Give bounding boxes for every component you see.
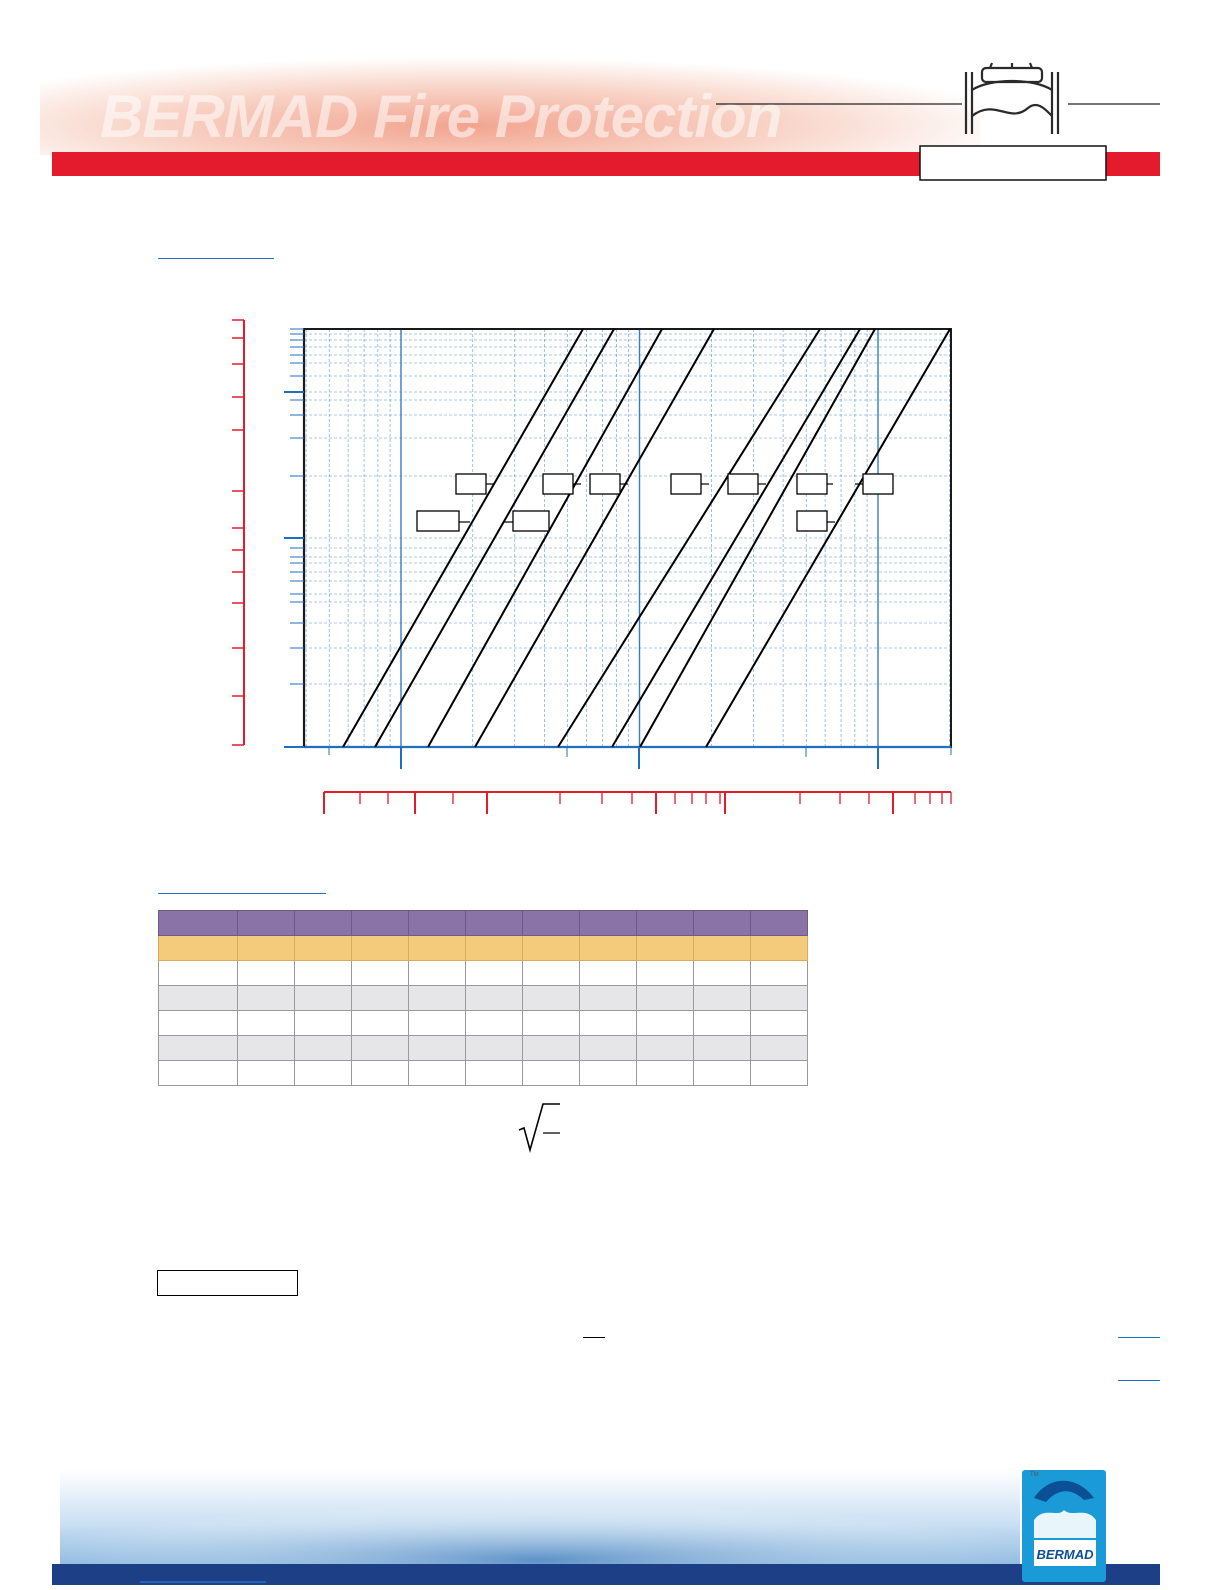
table-cell <box>238 961 295 986</box>
curve-label-boxes <box>417 474 893 531</box>
table-cell <box>409 1011 466 1036</box>
y-axis-ticks <box>284 329 304 747</box>
note-link-line-2 <box>1118 1380 1160 1381</box>
table-cell <box>694 911 751 936</box>
header-tag-box <box>920 146 1106 180</box>
table-row <box>159 936 808 961</box>
table-cell <box>238 1061 295 1086</box>
curve-label-box <box>543 474 573 494</box>
table-cell <box>159 1061 238 1086</box>
table-cell <box>637 936 694 961</box>
table-cell <box>466 911 523 936</box>
table-cell <box>751 1036 808 1061</box>
table-cell <box>637 1011 694 1036</box>
table-cell <box>694 1011 751 1036</box>
table-cell <box>751 1011 808 1036</box>
table-cell <box>580 911 637 936</box>
table-cell <box>580 1011 637 1036</box>
table-cell <box>694 936 751 961</box>
table-cell <box>580 986 637 1011</box>
table-cell <box>466 1011 523 1036</box>
bottom-red-scale <box>324 792 951 814</box>
table-cell <box>637 1036 694 1061</box>
table-cell <box>352 936 409 961</box>
table-cell <box>238 986 295 1011</box>
table-cell <box>295 1011 352 1036</box>
table-cell <box>637 911 694 936</box>
table-row <box>159 1036 808 1061</box>
table-cell <box>352 1011 409 1036</box>
table-cell <box>238 911 295 936</box>
table-cell <box>580 936 637 961</box>
notes-box <box>157 1270 298 1296</box>
table-cell <box>409 911 466 936</box>
table-cell <box>523 1036 580 1061</box>
note-link-line-1 <box>1118 1337 1160 1338</box>
table-cell <box>580 1061 637 1086</box>
flow-chart <box>220 310 980 830</box>
table-cell <box>580 1036 637 1061</box>
table-cell <box>352 911 409 936</box>
page-header <box>0 0 1225 200</box>
table-cell <box>295 936 352 961</box>
logo-text: BERMAD <box>1036 1547 1094 1562</box>
table-cell <box>238 1036 295 1061</box>
table-cell <box>352 986 409 1011</box>
page-footer <box>0 1440 1225 1585</box>
sqrt-symbol <box>516 1100 564 1156</box>
table-cell <box>523 936 580 961</box>
table-cell <box>238 936 295 961</box>
table-row <box>159 986 808 1011</box>
table-cell <box>295 1061 352 1086</box>
table-cell <box>694 986 751 1011</box>
curve-label-box <box>513 511 549 531</box>
table-cell <box>409 961 466 986</box>
table-cell <box>409 936 466 961</box>
curve-label-box <box>417 511 459 531</box>
curve-label-box <box>590 474 620 494</box>
size-curve <box>706 329 950 747</box>
table-cell <box>523 1011 580 1036</box>
table-row <box>159 1061 808 1086</box>
curve-label-box <box>456 474 486 494</box>
table-row <box>159 1011 808 1036</box>
table-cell <box>159 1036 238 1061</box>
bermad-logo <box>1022 1470 1106 1582</box>
logo-trademark: TM <box>1030 1472 1039 1478</box>
table-cell <box>751 1061 808 1086</box>
table-cell <box>751 961 808 986</box>
table-cell <box>295 961 352 986</box>
table-cell <box>295 1036 352 1061</box>
curve-label-box <box>671 474 701 494</box>
table-cell <box>637 961 694 986</box>
table-row <box>159 961 808 986</box>
table-cell <box>751 986 808 1011</box>
table-cell <box>466 986 523 1011</box>
specs-table <box>158 910 808 1086</box>
table-cell <box>466 961 523 986</box>
table-cell <box>409 986 466 1011</box>
notes-box-label <box>158 1273 164 1287</box>
table-cell <box>238 1011 295 1036</box>
table-cell <box>159 961 238 986</box>
table-cell <box>409 1061 466 1086</box>
specs-section-underline <box>158 893 326 894</box>
table-cell <box>523 1061 580 1086</box>
table-cell <box>409 1036 466 1061</box>
footer-banner <box>0 1440 1225 1585</box>
table-cell <box>159 936 238 961</box>
fraction-bar <box>583 1337 605 1338</box>
table-cell <box>751 936 808 961</box>
table-cell <box>159 986 238 1011</box>
table-cell <box>295 986 352 1011</box>
table-cell <box>523 986 580 1011</box>
table-cell <box>159 911 238 936</box>
table-cell <box>352 961 409 986</box>
curve-label-box <box>728 474 758 494</box>
curve-label-box <box>863 474 893 494</box>
table-cell <box>352 1061 409 1086</box>
table-row <box>159 911 808 936</box>
table-cell <box>637 1061 694 1086</box>
left-red-scale <box>232 320 244 745</box>
table-cell <box>466 1036 523 1061</box>
table-cell <box>694 961 751 986</box>
table-cell <box>466 936 523 961</box>
x-axis-ticks <box>329 747 951 769</box>
table-cell <box>694 1061 751 1086</box>
table-cell <box>352 1036 409 1061</box>
curve-label-box <box>797 474 827 494</box>
table-cell <box>159 1011 238 1036</box>
table-cell <box>523 961 580 986</box>
table-cell <box>466 1061 523 1086</box>
table-cell <box>751 911 808 936</box>
table-cell <box>637 986 694 1011</box>
flowchart-section-underline <box>158 258 274 259</box>
header-brand-text: BERMAD Fire Protection <box>100 83 782 150</box>
table-cell <box>580 961 637 986</box>
table-cell <box>295 911 352 936</box>
table-cell <box>523 911 580 936</box>
table-cell <box>694 1036 751 1061</box>
curve-label-box <box>797 511 827 531</box>
